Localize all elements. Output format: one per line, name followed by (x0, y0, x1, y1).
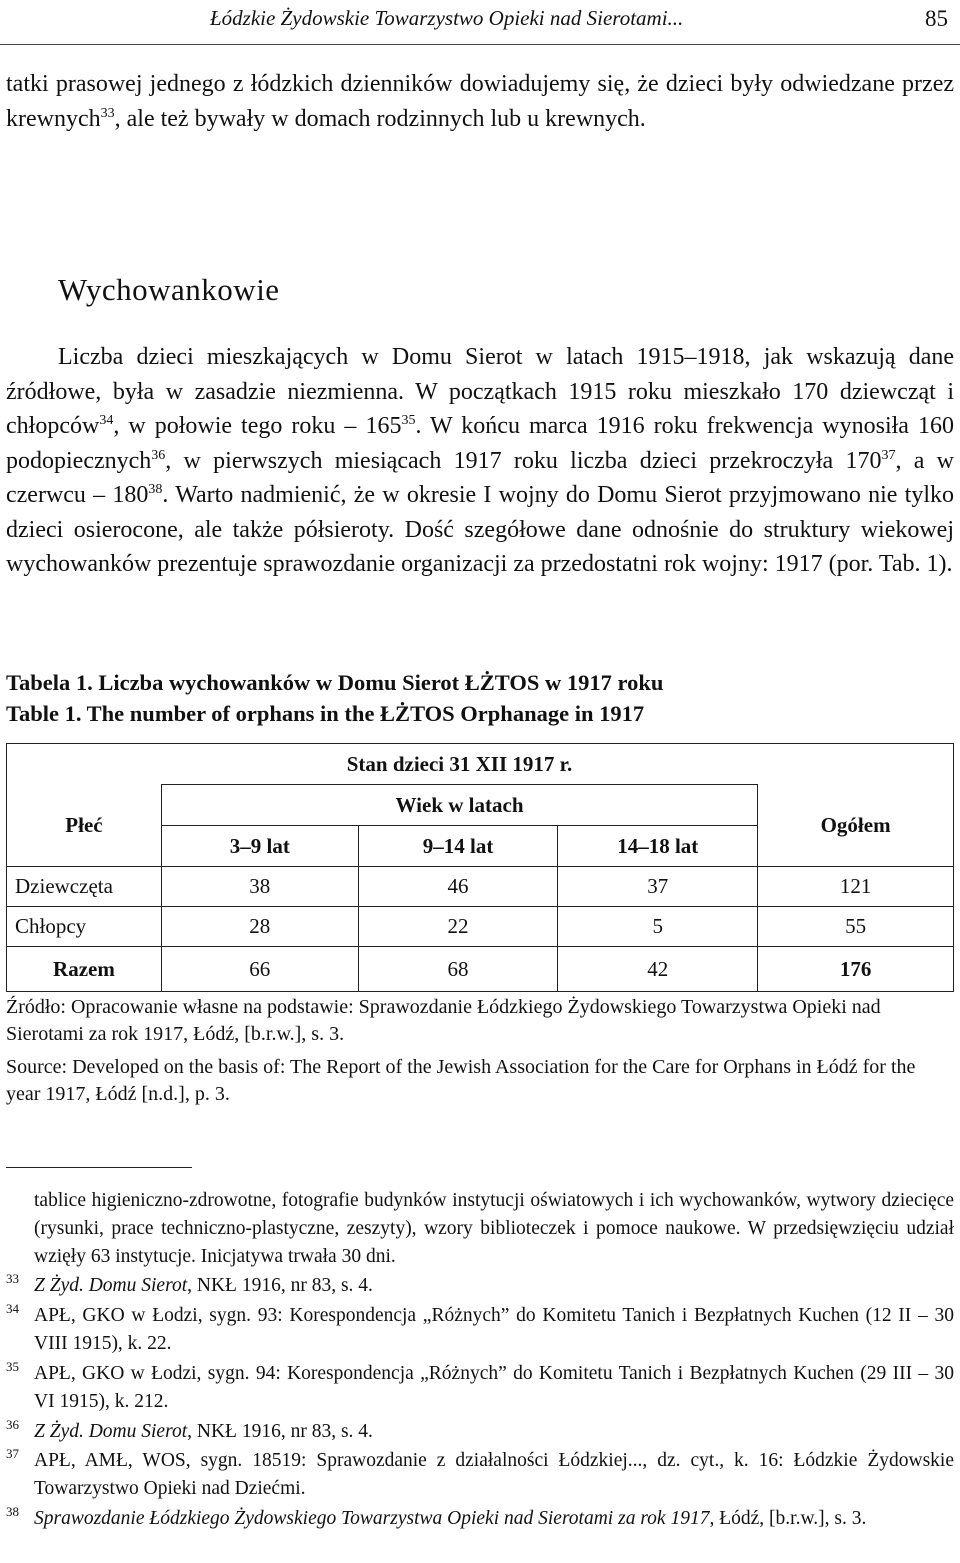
text-run: , w połowie tego roku – 165 (113, 413, 402, 439)
header-ogolem: Ogółem (758, 785, 954, 867)
footnote-36 (6, 1417, 954, 1446)
source-en: Source: Developed on the basis of: The Report of the Jewish Association for the Care for Orphans in Łódź for the year 1917, Łódź [n.d.], p. 3. (6, 1056, 916, 1105)
footnote-ref[interactable]: 38 (148, 482, 163, 497)
footnote-number: 34 (6, 1301, 19, 1316)
footnote-35 (6, 1359, 954, 1416)
super-header: Stan dzieci 31 XII 1917 r. (161, 744, 757, 785)
header-age-1: 3–9 lat (161, 826, 358, 867)
text-run: . W końcu marca 1916 roku frekwencja wynosiła 160 podopiecznych (6, 413, 954, 474)
footnote-34 (6, 1301, 954, 1358)
cell-total: 176 (758, 947, 954, 992)
footnote-text: APŁ, GKO w Łodzi, sygn. 93: Korespondencja „Różnych” do Komitetu Tanich i Bezpłatnych Kuchen (12 II – 30 VIII 1915), k. 22. (34, 1305, 954, 1354)
text-run: , w pierwszych miesiącach 1917 roku liczba dzieci przekroczyła 170 (165, 447, 882, 474)
footnote-text: , Łódź, [b.r.w.], s. 3. (709, 1508, 867, 1529)
footnote-text: , NKŁ 1916, nr 83, s. 4. (187, 1275, 373, 1296)
footnote-number: 37 (6, 1446, 19, 1461)
source-pl: Źródło: Opracowanie własne na podstawie: Sprawozdanie Łódzkiego Żydowskiego Towarzystwa Opieki nad Sierotami za rok 1917, Łódź, [b.r.w.], s. 3. (6, 996, 881, 1045)
table-corner (758, 744, 954, 785)
paragraph-intro (6, 67, 954, 136)
page-number: 85 (925, 6, 948, 31)
cell: 5 (558, 907, 758, 947)
cell: 46 (358, 867, 558, 907)
footnote-text: , NKŁ 1916, nr 83, s. 4. (187, 1421, 373, 1442)
cell-total: 121 (758, 867, 954, 907)
header-age-3: 14–18 lat (558, 826, 758, 867)
footnote-38 (6, 1504, 954, 1533)
text-run: tatki prasowej jednego z łódzkich dzienników dowiadujemy się, że dzieci były odwiedzane przez krewnych (6, 71, 954, 132)
table-row-total (7, 947, 954, 992)
cell: 37 (558, 867, 758, 907)
text-run: Liczba dzieci mieszkających w Domu Sierot w latach 1915–1918, jak wskazują dane źródłowe, była w zasadzie niezmienna. W początkach 1915 roku mieszkało 170 dziewcząt i chłopców (6, 344, 954, 439)
footnote-37 (6, 1446, 954, 1503)
cell-total: 55 (758, 907, 954, 947)
footnote-ref[interactable]: 36 (151, 447, 166, 463)
footnote-33 (6, 1271, 954, 1300)
footnote-title: Z Żyd. Domu Sierot (34, 1421, 188, 1442)
table-row (7, 867, 954, 907)
row-label: Chłopcy (7, 907, 162, 947)
text-run: , ale też bywały w domach rodzinnych lub u krewnych. (114, 105, 646, 132)
footnote-number: 35 (6, 1359, 19, 1374)
header-age-2: 9–14 lat (358, 826, 558, 867)
footnote-number: 33 (6, 1271, 19, 1286)
paragraph-wychowankowie (6, 340, 954, 582)
table-row (7, 907, 954, 947)
cell: 42 (558, 947, 758, 992)
footnote-ref[interactable]: 37 (881, 447, 896, 463)
text-run: , a w czerwcu – 180 (6, 447, 955, 508)
header-rule (0, 44, 960, 45)
header-wiek: Wiek w latach (161, 785, 757, 826)
footnote-title: Z Żyd. Domu Sierot (34, 1275, 188, 1296)
row-label: Dziewczęta (7, 867, 162, 907)
footnote-ref[interactable]: 33 (100, 105, 115, 121)
cell: 38 (161, 867, 358, 907)
footnote-text: APŁ, GKO w Łodzi, sygn. 94: Korespondencja „Różnych” do Komitetu Tanich i Bezpłatnych Kuchen (29 III – 30 VI 1915), k. 212. (34, 1363, 954, 1412)
section-heading: Wychowankowie (58, 272, 280, 307)
cell: 28 (161, 907, 358, 947)
footnote-rule (6, 1167, 192, 1168)
row-label: Razem (7, 947, 162, 992)
table-caption-en: Table 1. The number of orphans in the ŁŻTOS Orphanage in 1917 (6, 701, 645, 726)
footnote-number: 38 (6, 1504, 19, 1519)
footnote-ref[interactable]: 35 (401, 413, 416, 428)
footnote-title: Sprawozdanie Łódzkiego Żydowskiego Towarzystwa Opieki nad Sierotami za rok 1917 (34, 1508, 710, 1529)
text-run: . Warto nadmienić, że w okresie I wojny do Domu Sierot przyjmowano nie tylko dzieci osierocone, ale także półsieroty. Dość szegółowe dane odnośnie do struktury wiekowej wychowanków prezentuje sprawozdanie organizacji za przedostatni rok wojny: 1917 (por. Tab. 1). (6, 482, 955, 577)
running-title: Łódzkie Żydowskie Towarzystwo Opieki nad Sierotami... (210, 6, 684, 30)
footnote-continued: tablice higieniczno-zdrowotne, fotografie budynków instytucji oświatowych i ich wychowanków, wytwory dziecięce (rysunki, prace techniczno-plastyczne, zeszyty), wzory biblioteczek i pomoce naukowe. W przedsięwzięciu udział wzięły 63 instytucje. Inicjatywa trwała 30 dni. (34, 1190, 954, 1267)
header-plec: Płeć (7, 785, 162, 867)
cell: 68 (358, 947, 558, 992)
table-corner (7, 744, 162, 785)
page-header (0, 0, 960, 46)
cell: 66 (161, 947, 358, 992)
footnote-text: APŁ, AMŁ, WOS, sygn. 18519: Sprawozdanie z działalności Łódzkiej..., dz. cyt., k. 16: Łódzkie Żydowskie Towarzystwo Opieki nad Dziećmi. (34, 1450, 954, 1499)
footnote-ref[interactable]: 34 (99, 413, 114, 428)
orphans-table (6, 743, 954, 992)
cell: 22 (358, 907, 558, 947)
footnote-number: 36 (6, 1417, 19, 1432)
table-caption-pl: Tabela 1. Liczba wychowanków w Domu Sierot ŁŻTOS w 1917 roku (6, 670, 664, 695)
